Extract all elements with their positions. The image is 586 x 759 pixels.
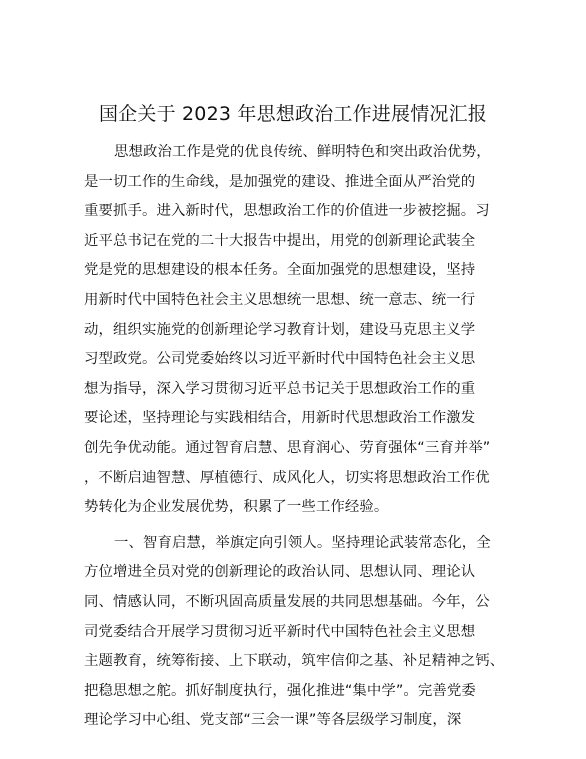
document-body — [84, 138, 505, 736]
paragraph-1-line-13: 势转化为企业发展优势，积累了一些工作经验。 — [84, 499, 389, 516]
paragraph-1-line-11: 创先争优动能。通过智育启慧、思育润心、劳育强体“三育并举” — [84, 439, 491, 456]
paragraph-2-line-2: 方位增进全员对党的创新理论的政治认同、思想认同、理论认 — [84, 564, 476, 581]
paragraph-1-line-9: 想为指导，深入学习贯彻习近平总书记关于思想政治工作的重 — [84, 380, 476, 397]
paragraph-1-line-4: 近平总书记在党的二十大报告中提出，用党的创新理论武装全 — [84, 232, 476, 249]
paragraph-1-line-5: 党是党的思想建设的根本任务。全面加强党的思想建设，坚持 — [84, 262, 476, 279]
paragraph-2-line-5: 主题教育，统筹衔接、上下联动，筑牢信仰之基、补足精神之钙、 — [84, 653, 505, 670]
paragraph-2-line-4: 司党委结合开展学习贯彻习近平新时代中国特色社会主义思想 — [84, 623, 476, 640]
paragraph-1-line-8: 习型政党。公司党委始终以习近平新时代中国特色社会主义思 — [84, 351, 476, 368]
paragraph-2-line-3: 同、情感认同，不断巩固高质量发展的共同思想基础。今年，公 — [84, 593, 490, 610]
paragraph-2-line-6: 把稳思想之舵。抓好制度执行，强化推进“集中学”。完善党委 — [84, 682, 476, 699]
paragraph-2-line-1: 一、智育启慧，举旗定向引领人。坚持理论武装常态化，全 — [114, 534, 491, 551]
paragraph-1-line-3: 重要抓手。进入新时代，思想政治工作的价值进一步被挖掘。习 — [84, 203, 490, 220]
document-title: 国企关于 2023 年思想政治工作进展情况汇报 — [98, 103, 488, 125]
paragraph-1-line-1: 思想政治工作是党的优良传统、鲜明特色和突出政治优势， — [114, 144, 491, 160]
paragraph-1-line-6: 用新时代中国特色社会主义思想统一思想、统一意志、统一行 — [84, 291, 476, 308]
paragraph-1-line-10: 要论述，坚持理论与实践相结合，用新时代思想政治工作激发 — [84, 410, 476, 427]
paragraph-1-line-7: 动，组织实施党的创新理论学习教育计划，建设马克思主义学 — [84, 321, 476, 338]
paragraph-2-line-7: 理论学习中心组、党支部“三会一课”等各层级学习制度，深 — [84, 712, 462, 729]
paragraph-1-line-12: ，不断启迪智慧、厚植德行、成风化人，切实将思想政治工作优 — [84, 469, 490, 486]
paragraph-1-line-2: 是一切工作的生命线，是加强党的建设、推进全面从严治党的 — [84, 173, 476, 190]
